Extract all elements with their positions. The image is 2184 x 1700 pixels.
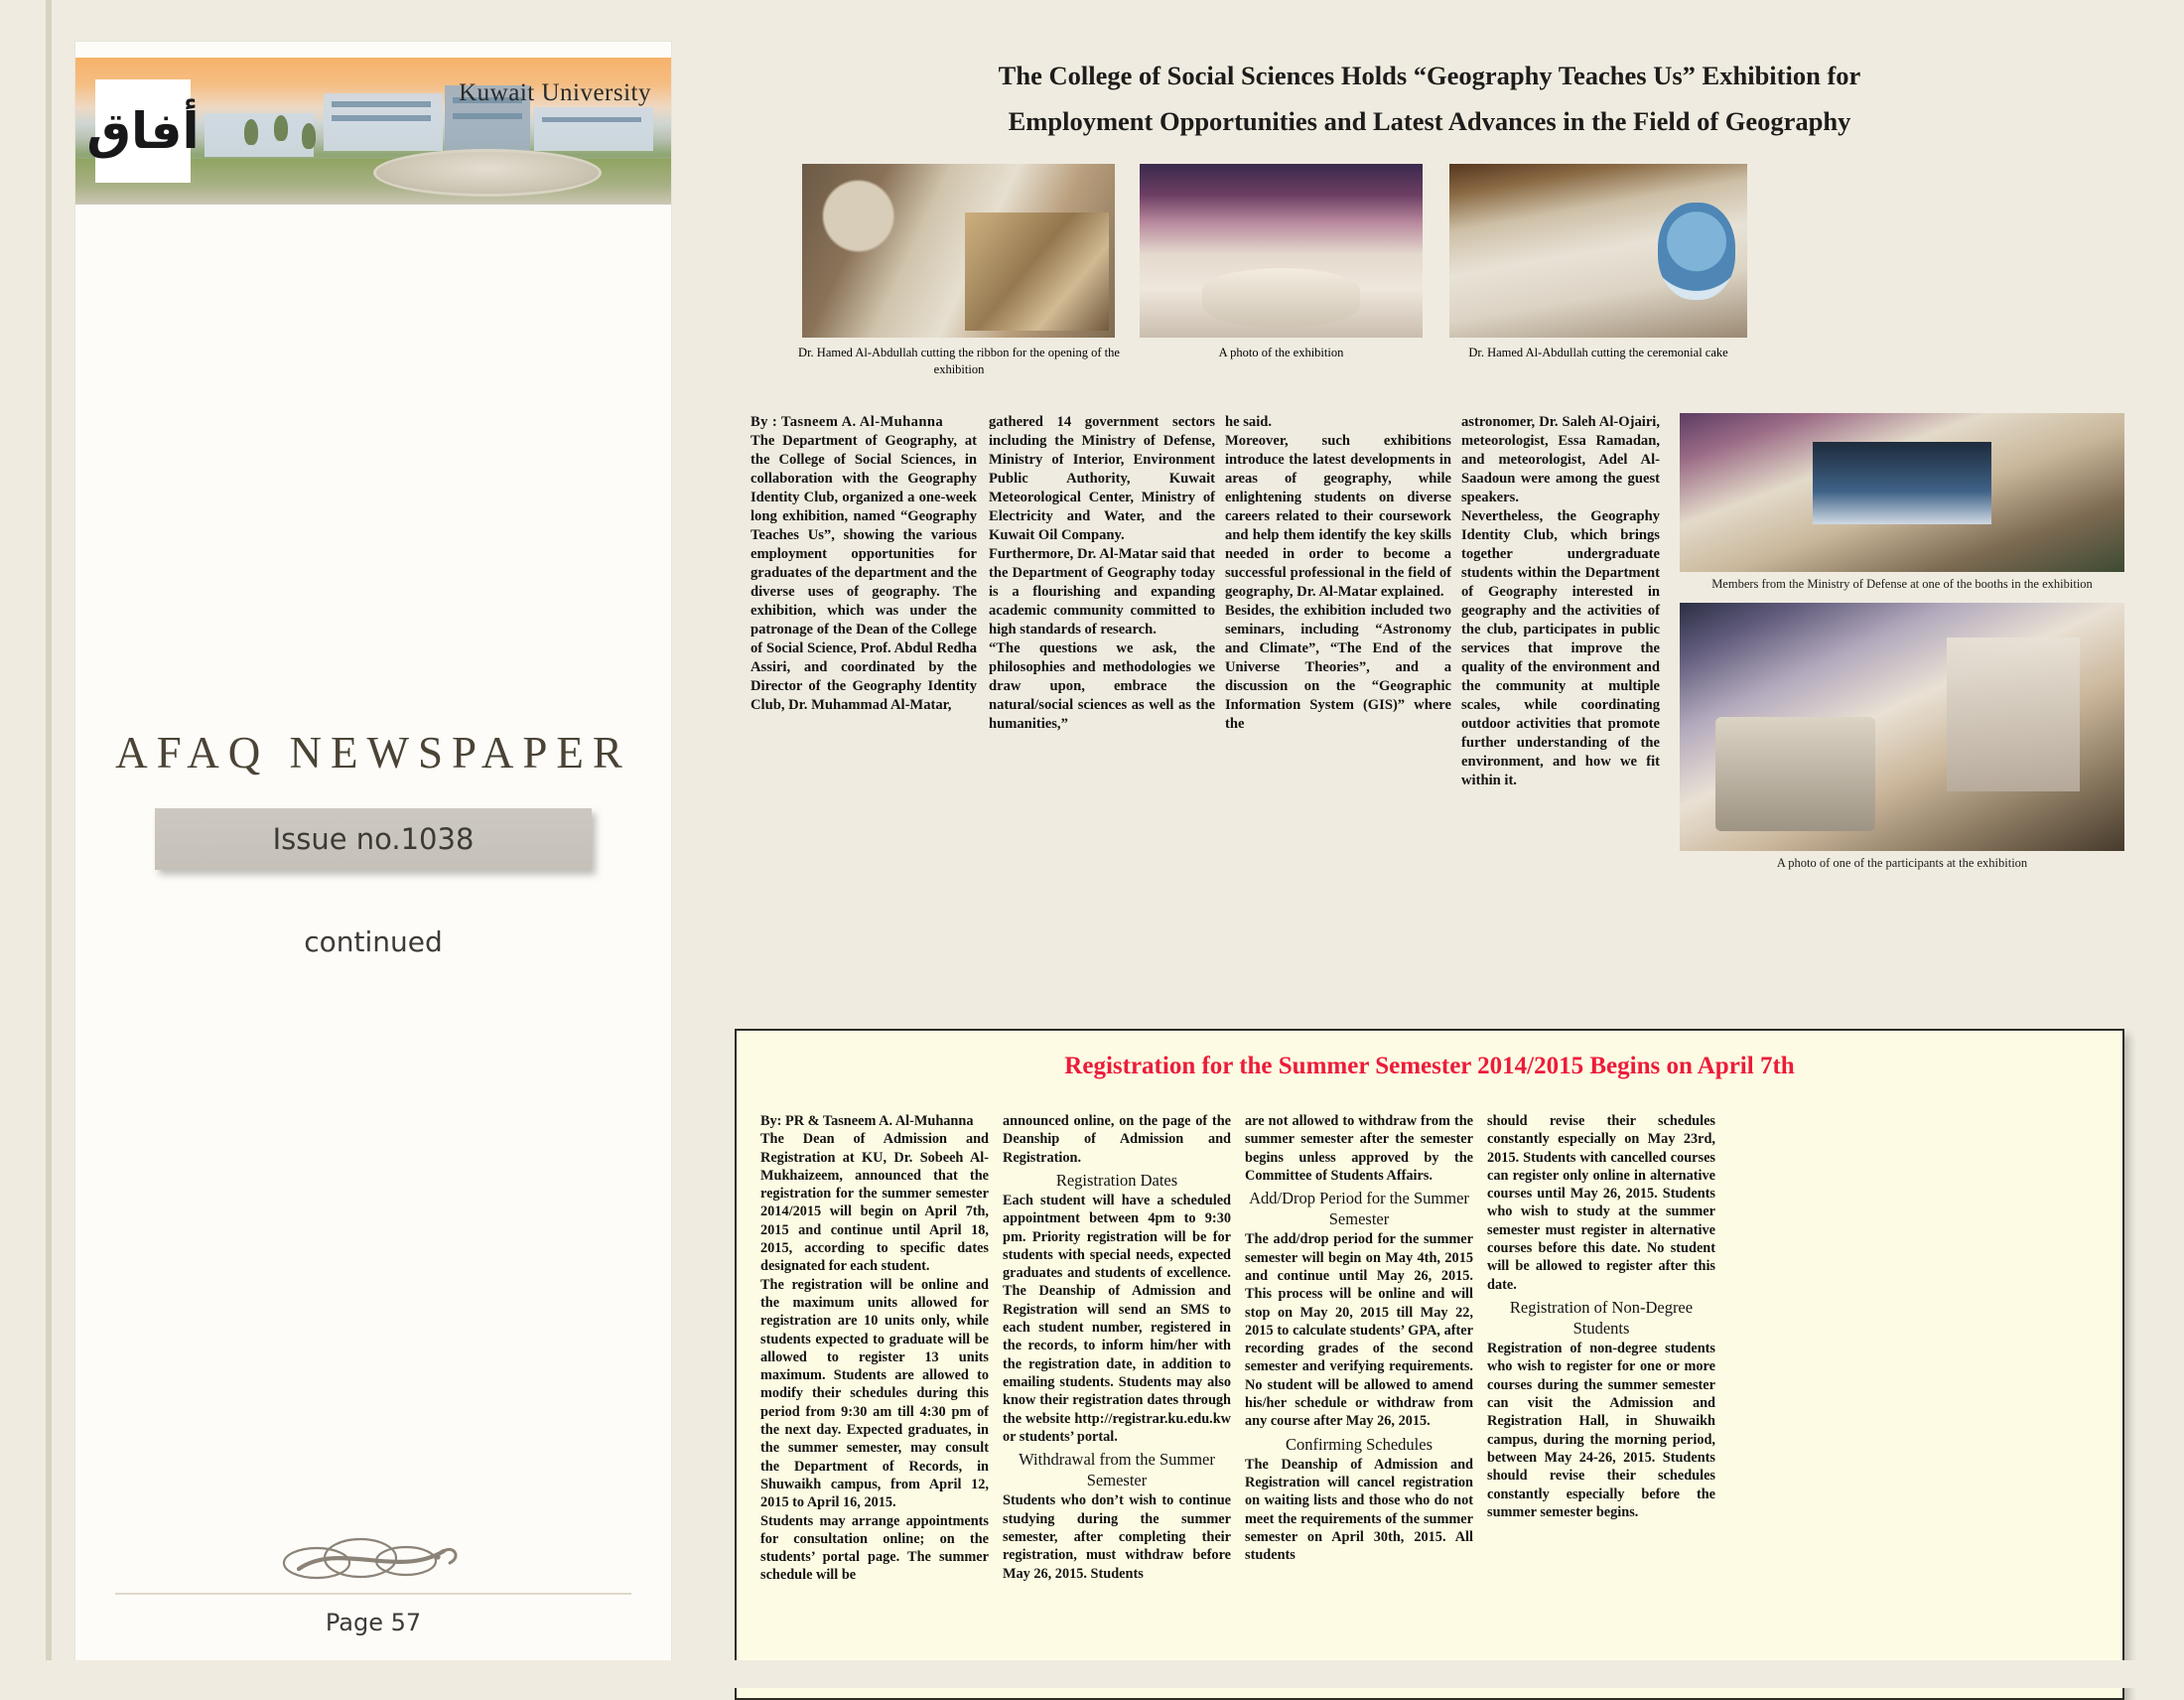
photo-image [802, 164, 1115, 338]
photo-caption-2: A photo of the exhibition [1130, 345, 1433, 361]
article1-column-2: gathered 14 government sectors including the Ministry of Defense, Ministry of Interior, Environment Public Authority, Kuwait Meteorological Center, Ministry of Electricity and Water, and the Kuwait Oil Company. Furthermore, Dr. Al-Matar said that the Department of Geography today is a flourishing and expanding academic community committed to high standards of research. “The questions we ask, the philosophies and methodologies we draw upon, embrace the natural/social sciences as well as the humanities,” [989, 413, 1215, 733]
page-number: Page 57 [75, 1609, 671, 1636]
article-geography-exhibition [735, 413, 2124, 929]
issue-number-badge: Issue no.1038 [155, 808, 592, 870]
article1-column-3: he said. Moreover, such exhibitions introduce the latest developments in areas of geography, while enlightening students on diverse careers related to their coursework and help them identify the key skills needed in order to become a successful professional in the field of geography, Dr. Al-Matar explained. Besides, the exhibition included two seminars, including “Astronomy and Climate”, “The End of the Universe Theories”, and a discussion on the “Geographic Information System (GIS)” where the [1225, 413, 1451, 733]
article-summer-registration [735, 1029, 2124, 1700]
article2-column-2 [1003, 1112, 1231, 1583]
side-photo-column [1680, 413, 2124, 882]
article2-col2-intro: announced online, on the page of the Deanship of Admission and Registration. [1003, 1113, 1231, 1166]
article1-column-1 [751, 413, 977, 715]
main-content [735, 42, 2124, 1660]
article2-subhead-add-drop: Add/Drop Period for the Summer Semester [1245, 1188, 1473, 1229]
article-headline [735, 42, 2124, 144]
continued-label: continued [75, 925, 671, 958]
article2-column-1 [760, 1112, 989, 1585]
photo-caption-3: Dr. Hamed Al-Abdullah cutting the ceremonial cake [1430, 345, 1767, 361]
photo-image [1449, 164, 1747, 338]
headline-line-1: The College of Social Sciences Holds “Geography Teaches Us” Exhibition for [735, 54, 2124, 99]
masthead-banner [75, 58, 671, 205]
left-sidebar-panel [75, 42, 671, 1660]
photo-row [735, 164, 2124, 407]
article2-col3-body2: The Deanship of Admission and Registration will cancel registration on waiting lists and those who do not meet the requirements of the summer semester on April 30th, 2015. All students [1245, 1457, 1473, 1563]
photo-exhibition [1140, 164, 1423, 338]
photo-ministry-defense-booth [1680, 413, 2124, 572]
newspaper-title: AFAQ NEWSPAPER [75, 727, 671, 779]
decorative-flourish-icon [75, 1526, 671, 1596]
university-name: Kuwait University [459, 79, 651, 107]
photo-participant [1680, 603, 2124, 851]
photo-image [1140, 164, 1423, 338]
article1-col1-body: The Department of Geography, at the College of Social Sciences, in collaboration with the Geography Identity Club, organized a one-week long exhibition, named “Geography Teaches Us”, showing the various employment opportunities for graduates of the department and the diverse uses of geography. The exhibition, which was under the patronage of the Dean of the College of Social Science, Prof. Abdul Redha Assiri, and coordinated by the Director of the Geography Identity Club, Dr. Muhammad Al-Matar, [751, 433, 977, 713]
article2-subhead-registration-dates: Registration Dates [1003, 1170, 1231, 1191]
article1-column-4: astronomer, Dr. Saleh Al-Ojairi, meteorologist, Essa Ramadan, and meteorologist, Adel Al-Saadoun were among the guest speakers. Nevertheless, the Geography Identity Club, which brings together undergraduate students within the Department of Geography interested in geography and the activities of the club, participates in public services that improve the quality of the environment and the community at multiple scales, while coordinating outdoor activities that promote further understanding of the environment, and how we fit within it. [1461, 413, 1660, 789]
photo-caption-1: Dr. Hamed Al-Abdullah cutting the ribbon for the opening of the exhibition [794, 345, 1124, 378]
article2-col4-body1: Registration of non-degree students who wish to register for one or more courses during the summer semester can visit the Admission and Registration Hall, in Shuwaikh campus, during the morning period, between May 24-26, 2015. Students should revise their schedules constantly especially before the summer semester begins. [1487, 1341, 1715, 1520]
article2-col3-intro: are not allowed to withdraw from the summer semester after the semester begins unless approved by the Committee of Students Affairs. [1245, 1113, 1473, 1184]
article2-column-4 [1487, 1112, 1715, 1521]
article2-title: Registration for the Summer Semester 2014/2015 Begins on April 7th [737, 1053, 2122, 1080]
afaq-logo-glyph: أفاق [86, 106, 199, 156]
article2-col4-intro: should revise their schedules constantly especially on May 23rd, 2015. Students with cancelled courses can register only online in alternative courses until May 26, 2015. Students who wish to study at the summer semester must register in alternative courses before this date. No student will be allowed to register after this date. [1487, 1113, 1715, 1293]
article2-col2-body1: Each student will have a scheduled appointment between 4pm to 9:30 pm. Priority registration will be for students with special needs, expected graduates and students of excellence. The Deanship of Admission and Registration will send an SMS to each student number, registered in the records, to inform him/her with the registration date, in addition to emailing students. Students may also know their registration dates through the website http://registrar.ku.edu.kw or students’ portal. [1003, 1193, 1231, 1445]
photo-caption-4: Members from the Ministry of Defense at one of the booths in the exhibition [1680, 576, 2124, 593]
article2-subhead-non-degree: Registration of Non-Degree Students [1487, 1297, 1715, 1339]
photo-image [1680, 413, 2124, 572]
article2-subhead-confirming-schedules: Confirming Schedules [1245, 1434, 1473, 1455]
article2-col2-body2: Students who don’t wish to continue studying during the summer semester, after completing their registration, must withdraw before May 26, 2015. Students [1003, 1492, 1231, 1581]
article2-subhead-withdrawal: Withdrawal from the Summer Semester [1003, 1449, 1231, 1490]
article2-byline: By: PR & Tasneem A. Al-Muhanna [760, 1113, 974, 1129]
footer-divider [115, 1593, 631, 1595]
article1-byline: By : Tasneem A. Al-Muhanna [751, 414, 943, 430]
photo-caption-5: A photo of one of the participants at the exhibition [1680, 855, 2124, 872]
headline-line-2: Employment Opportunities and Latest Advances in the Field of Geography [735, 99, 2124, 145]
article2-col3-body1: The add/drop period for the summer semester will begin on May 4th, 2015 and continue until May 26, 2015. This process will be online and will stop on May 20, 2015 till May 22, 2015 to calculate students’ GPA, after recording grades of the second semester and verifying requirements. No student will be allowed to amend his/her schedule or withdraw from any course after May 26, 2015. [1245, 1231, 1473, 1429]
left-margin-rule [46, 0, 52, 1688]
photo-ribbon-cutting [802, 164, 1115, 338]
page-bottom-shade [0, 1660, 2184, 1688]
photo-cake-cutting [1449, 164, 1747, 338]
afaq-logo [95, 79, 191, 183]
photo-image [1680, 603, 2124, 851]
article2-col1-body: The Dean of Admission and Registration at KU, Dr. Sobeeh Al-Mukhaizeem, announced that the registration for the summer semester 2014/2015 will begin on April 7th, 2015 and continue until April 18, 2015, according to specific dates designated for each student. The registration will be online and the maximum units allowed for registration are 10 units only, while students expected to graduate will be allowed to register 13 units maximum. Students are allowed to modify their schedules during this period from 9:30 am till 4:30 pm of the next day. Expected graduates, in the summer semester, may consult the Department of Records, in Shuwaikh campus, from April 12, 2015 to April 16, 2015. Students may arrange appointments for consultation online; on the students’ portal page. The summer schedule will be [760, 1131, 989, 1583]
article2-column-3 [1245, 1112, 1473, 1565]
